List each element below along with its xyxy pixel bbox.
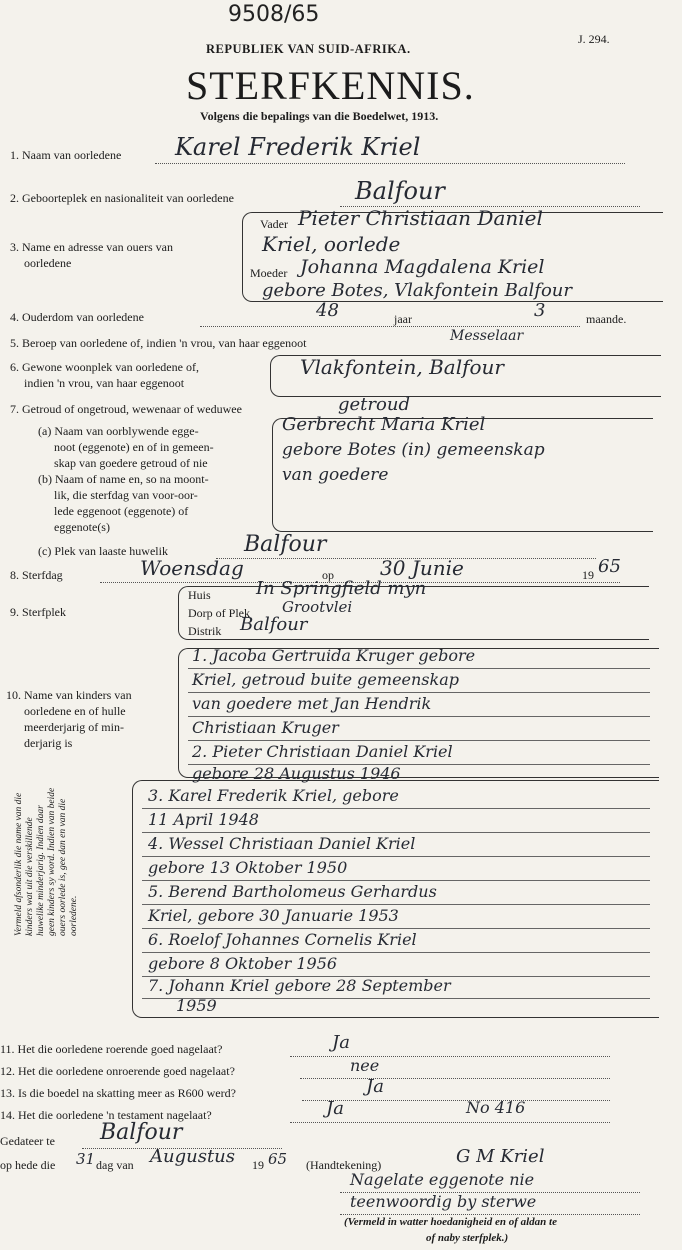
gedateer-label: Gedateer te — [0, 1134, 55, 1148]
q10-line-2 — [188, 692, 650, 693]
ophede-day: 31 — [76, 1150, 96, 1168]
handtekening-label: (Handtekening) — [306, 1158, 382, 1172]
q10-child-line-2: Kriel, getroud buite gemeenskap — [192, 670, 459, 689]
q6-label-b: indien 'n vrou, van haar eggenoot — [24, 376, 185, 390]
q1-value: Karel Frederik Kriel — [175, 133, 421, 161]
q10-child-line-10: gebore 13 Oktober 1950 — [148, 858, 348, 877]
q7a-value-3: van goedere — [282, 465, 389, 485]
q13-value: Ja — [366, 1076, 384, 1097]
q7b-label-2: lik, die sterfdag van voor-oor- — [54, 488, 198, 502]
q10-line-15 — [142, 998, 650, 999]
q10-line-13 — [142, 952, 650, 953]
q10-child-line-16: 1959 — [176, 996, 217, 1015]
q12-value: nee — [350, 1056, 380, 1075]
q5-label: 5. Beroep van oorledene of, indien 'n vrou, van haar eggenoot — [10, 336, 307, 350]
q10-child-line-9: 4. Wessel Christiaan Daniel Kriel — [148, 834, 416, 853]
capacity-line-1: Nagelate eggenote nie — [350, 1170, 535, 1189]
capacity-line-2: teenwoordig by sterwe — [350, 1192, 537, 1211]
q9-label: 9. Sterfplek — [10, 605, 66, 619]
q10-child-line-5: 2. Pieter Christiaan Daniel Kriel — [192, 742, 453, 761]
q9-huis-label: Huis — [188, 588, 211, 602]
q7a-value-1: Gerbrecht Maria Kriel — [282, 414, 486, 435]
q9-distrik-value: Balfour — [240, 614, 308, 635]
q12-label: 12. Het die oorledene onroerende goed nagelaat? — [0, 1064, 235, 1078]
q10-label-3: meerderjarig of min- — [24, 720, 124, 734]
q14-note: No 416 — [466, 1098, 526, 1117]
q10-line-1 — [188, 668, 650, 669]
q10-child-line-8: 11 April 1948 — [148, 810, 259, 829]
q12-rule — [300, 1078, 610, 1079]
q3-moeder-value-a: Johanna Magdalena Kriel — [300, 256, 545, 278]
q1-label: 1. Naam van oorledene — [10, 148, 122, 162]
handwritten-reference: 9508/65 — [228, 2, 320, 27]
q7a-label-1: (a) Naam van oorblywende egge- — [38, 424, 199, 438]
ophede-year: 65 — [268, 1150, 288, 1168]
q10-child-line-15: 7. Johann Kriel gebore 28 September — [148, 976, 451, 995]
q7-label: 7. Getroud of ongetroud, wewenaar of weduwee — [10, 402, 242, 416]
q4-months: 3 — [534, 300, 546, 321]
footer-instruction-2: of naby sterfplek.) — [426, 1232, 509, 1244]
q7-value: getroud — [338, 394, 410, 415]
q10-line-3 — [188, 716, 650, 717]
q10-child-line-4: Christiaan Kruger — [192, 718, 339, 737]
q10-child-line-7: 3. Karel Frederik Kriel, gebore — [148, 786, 399, 805]
q2-label: 2. Geboorteplek en nasionaliteit van oorledene — [10, 191, 234, 205]
q10-label-1: 10. Name van kinders van — [6, 688, 132, 702]
q5-value: Messelaar — [450, 328, 524, 344]
q10-child-line-11: 5. Berend Bartholomeus Gerhardus — [148, 882, 437, 901]
footer-instruction-1: (Vermeld in watter hoedanigheid en of aldan te — [344, 1216, 557, 1228]
q4-rule — [200, 326, 580, 327]
q7c-label: (c) Plek van laaste huwelik — [38, 544, 168, 558]
q4-label: 4. Ouderdom van oorledene — [10, 310, 144, 324]
q10-line-9 — [142, 856, 650, 857]
ophede-year-prefix: 19 — [252, 1158, 264, 1172]
q8-day: Woensdag — [140, 556, 244, 580]
q4-jaar-label: jaar — [394, 312, 412, 326]
q7b-label-3: lede eggenoot (eggenote) of — [54, 504, 189, 518]
ophede-label: op hede die — [0, 1158, 56, 1172]
ophede-month: Augustus — [150, 1146, 236, 1167]
q11-value: Ja — [332, 1032, 350, 1053]
q4-years: 48 — [316, 300, 339, 321]
q9-dorp-value: Grootvlei — [282, 598, 353, 616]
q1-rule — [155, 163, 625, 164]
q10-line-10 — [142, 880, 650, 881]
q9-dorp-label: Dorp of Plek — [188, 606, 250, 620]
q10-label-2: oorledene en of hulle — [24, 704, 126, 718]
q10-child-line-14: gebore 8 Oktober 1956 — [148, 954, 338, 973]
q10-line-4 — [188, 740, 650, 741]
q7c-value: Balfour — [244, 532, 327, 557]
q7a-label-2: noot (eggenote) en of in gemeen- — [54, 440, 214, 454]
q10-child-line-1: 1. Jacoba Gertruida Kruger gebore — [192, 646, 476, 665]
q3-vader-label: Vader — [260, 217, 288, 231]
q4-maande-label: maande. — [586, 312, 627, 326]
vertical-instruction-note: Vermeld afsonderlik die name van die kinders wat uit die verskillende huwelike minderjarig. Indien daar geen kinders sy word. Indien van beide ouers oorlede is, gee dan en van die oorledene. — [14, 787, 79, 936]
q10-line-8 — [142, 832, 650, 833]
form-subtitle: Volgens die bepalings van die Boedelwet, 1913. — [200, 109, 439, 123]
q11-rule — [290, 1056, 610, 1057]
q2-value: Balfour — [355, 177, 445, 205]
q3-moeder-label: Moeder — [250, 266, 288, 280]
q7a-value-2: gebore Botes (in) gemeenskap — [282, 440, 545, 460]
q14-rule — [290, 1122, 610, 1123]
q3-label-b: oorledene — [24, 256, 72, 270]
republic-heading: REPUBLIEK VAN SUID-AFRIKA. — [206, 42, 411, 56]
q11-label: 11. Het die oorledene roerende goed nagelaat? — [0, 1042, 223, 1056]
q13-label: 13. Is die boedel na skatting meer as R600 werd? — [0, 1086, 236, 1100]
q7b-label-4: eggenote(s) — [54, 520, 110, 534]
q3-vader-value-b: Kriel, oorlede — [262, 232, 401, 256]
q10-child-line-12: Kriel, gebore 30 Januarie 1953 — [148, 906, 399, 925]
q14-value: Ja — [326, 1098, 344, 1119]
form-code: J. 294. — [578, 32, 610, 46]
signature: G M Kriel — [456, 1146, 545, 1167]
q13-rule — [302, 1100, 610, 1101]
q3-label-a: 3. Name en adresse van ouers van — [10, 240, 173, 254]
q7b-label-1: (b) Naam of name en, so na moont- — [38, 472, 209, 486]
q8-label: 8. Sterfdag — [10, 568, 63, 582]
q10-child-line-6: gebore 28 Augustus 1946 — [192, 764, 401, 783]
q14-label: 14. Het die oorledene 'n testament nagelaat? — [0, 1108, 212, 1122]
q7a-label-3: skap van goedere getroud of nie — [54, 456, 208, 470]
q10-label-4: derjarig is — [24, 736, 73, 750]
q10-child-line-13: 6. Roelof Johannes Cornelis Kriel — [148, 930, 417, 949]
q8-op-label: op — [322, 568, 334, 582]
q10-line-12 — [142, 928, 650, 929]
q6-label-a: 6. Gewone woonplek van oorledene of, — [10, 360, 199, 374]
q6-value: Vlakfontein, Balfour — [300, 355, 504, 379]
q3-moeder-value-b: gebore Botes, Vlakfontein Balfour — [262, 280, 572, 301]
q10-line-11 — [142, 904, 650, 905]
q3-vader-value-a: Pieter Christiaan Daniel — [298, 206, 543, 230]
q9-distrik-label: Distrik — [188, 624, 222, 638]
form-title: STERFKENNIS. — [186, 63, 475, 108]
q8-year-prefix: 19 — [582, 568, 594, 582]
q10-child-line-3: van goedere met Jan Hendrik — [192, 694, 432, 713]
capacity-rule-2 — [340, 1214, 640, 1215]
q8-date: 30 Junie — [380, 556, 464, 580]
q10-line-7 — [142, 808, 650, 809]
ophede-dag-van: dag van — [96, 1158, 134, 1172]
gedateer-value: Balfour — [100, 1120, 183, 1145]
q9-huis-value: In Springfield myn — [256, 578, 427, 599]
q8-year: 65 — [598, 556, 621, 577]
